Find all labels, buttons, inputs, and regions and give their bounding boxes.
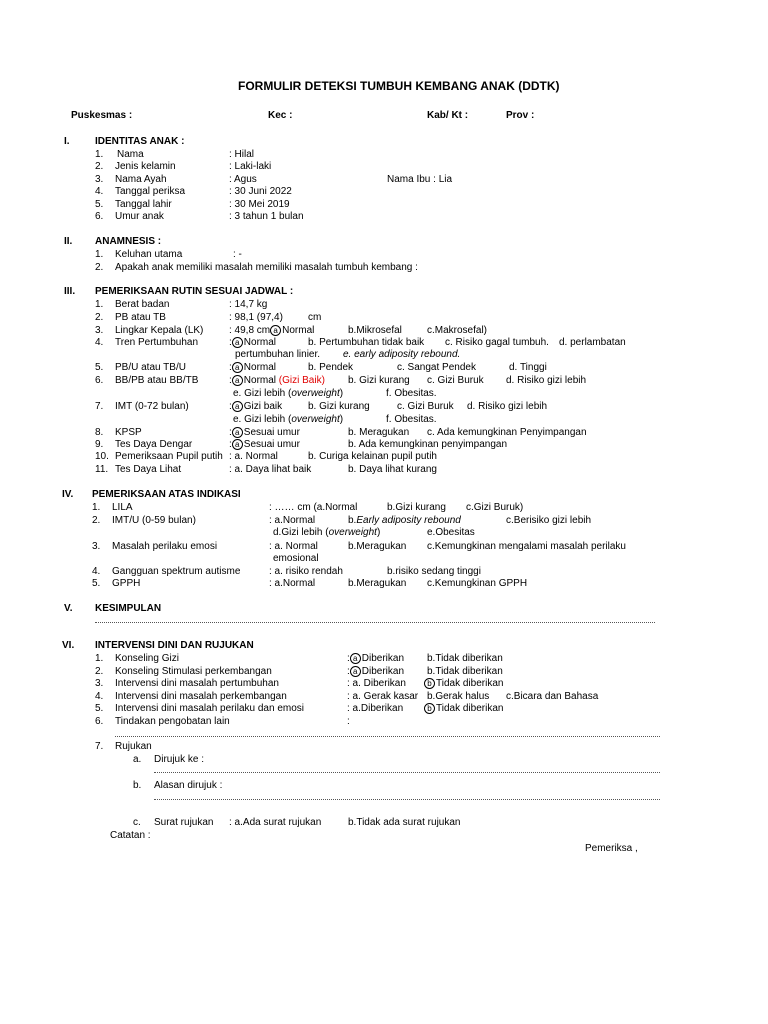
option: f. Obesitas. — [386, 388, 437, 399]
list-number: 7. — [95, 741, 104, 752]
field-label: Gangguan spektrum autisme — [112, 566, 241, 577]
list-number: 8. — [95, 427, 104, 438]
list-number: 2. — [95, 262, 104, 273]
option: b. Meragukan — [348, 427, 410, 438]
section-1-heading: IDENTITAS ANAK : — [95, 136, 185, 147]
section-3-number: III. — [64, 286, 76, 297]
field-label: Nama Ayah — [115, 174, 167, 185]
option: : a.Ada surat rujukan — [229, 817, 322, 828]
list-number: 4. — [95, 691, 104, 702]
list-number: 3. — [95, 678, 104, 689]
field-label: GPPH — [112, 578, 141, 589]
option: e. Gizi lebih (overweight) — [233, 388, 344, 399]
option: c.Makrosefal) — [427, 325, 488, 336]
field-label: Berat badan — [115, 299, 170, 310]
nama-ibu: Nama Ibu : Lia — [387, 174, 453, 185]
field-label: Rujukan — [115, 741, 152, 752]
option: c.Berisiko gizi lebih — [506, 515, 592, 526]
list-number: 6. — [95, 211, 104, 222]
option: pertumbuhan linier. — [235, 349, 321, 360]
option: : a.Diberikan — [347, 703, 404, 714]
field-colon: : — [347, 716, 350, 727]
field-label: LILA — [112, 502, 133, 513]
option: b.Meragukan — [348, 578, 407, 589]
circled-choice-mark: b — [424, 703, 435, 714]
field-label: Tes Daya Dengar — [115, 439, 193, 450]
field-value: : 3 tahun 1 bulan — [229, 211, 304, 222]
option: b.Meragukan — [348, 541, 407, 552]
option: c. Sangat Pendek — [397, 362, 476, 373]
field-label: Surat rujukan — [154, 817, 214, 828]
field-label: IMT/U (0-59 bulan) — [112, 515, 196, 526]
list-number: 6. — [95, 716, 104, 727]
list-number: 3. — [95, 325, 104, 336]
option-row: : 49,8 cm a Normal — [229, 325, 315, 336]
section-2-number: II. — [64, 236, 73, 247]
option: : a. Gerak kasar — [347, 691, 419, 702]
field-label: PB atau TB — [115, 312, 166, 323]
list-number: 5. — [95, 703, 104, 714]
option: b.Mikrosefal — [348, 325, 402, 336]
circled-choice-mark: a — [350, 666, 361, 677]
field-label: Tes Daya Lihat — [115, 464, 182, 475]
kab-label: Kab/ Kt : — [427, 110, 469, 121]
option: b.Tidak diberikan — [427, 666, 503, 677]
circled-choice-mark: a — [232, 362, 243, 373]
circled-choice-mark: a — [232, 427, 243, 438]
section-3-heading: PEMERIKSAAN RUTIN SESUAI JADWAL : — [95, 286, 294, 297]
list-number: 1. — [95, 149, 104, 160]
option: : a. Daya lihat baik — [229, 464, 312, 475]
section-6-heading: INTERVENSI DINI DAN RUJUKAN — [95, 640, 254, 651]
form-title: FORMULIR DETEKSI TUMBUH KEMBANG ANAK (DDTK) — [238, 79, 560, 93]
field-label: Intervensi dini masalah perilaku dan emosi — [115, 703, 304, 714]
field-label: Umur anak — [115, 211, 164, 222]
field-label: Intervensi dini masalah perkembangan — [115, 691, 287, 702]
option: : a. Diberikan — [347, 678, 406, 689]
field-label: Pemeriksaan Pupil putih — [115, 451, 223, 462]
field-label: Tindakan pengobatan lain — [115, 716, 230, 727]
field-label: Jenis kelamin — [115, 161, 176, 172]
option: b.Tidak ada surat rujukan — [348, 817, 461, 828]
circled-choice-mark: b — [424, 678, 435, 689]
list-number: 7. — [95, 401, 104, 412]
field-label: Tren Pertumbuhan — [115, 337, 199, 348]
field-value: : 14,7 kg — [229, 299, 268, 310]
option: d.Gizi lebih (overweight) — [273, 527, 381, 538]
option: b.risiko sedang tinggi — [387, 566, 481, 577]
circled-choice-mark: a — [270, 325, 281, 336]
field-value: : - — [233, 249, 242, 260]
puskesmas-label: Puskesmas : — [71, 110, 133, 121]
option: b. Gizi kurang — [348, 375, 410, 386]
list-number: 3. — [92, 541, 101, 552]
option: b. Ada kemungkinan penyimpangan — [348, 439, 508, 450]
tindakan-line[interactable] — [115, 736, 660, 737]
option: e. Gizi lebih (overweight) — [233, 414, 344, 425]
section-5-number: V. — [64, 603, 73, 614]
field-label: Tanggal periksa — [115, 186, 186, 197]
option: b.Gizi kurang — [387, 502, 446, 513]
option: c. Ada kemungkinan Penyimpangan — [427, 427, 587, 438]
list-number: 5. — [92, 578, 101, 589]
option: c. Risiko gagal tumbuh. — [445, 337, 549, 348]
field-label: Konseling Gizi — [115, 653, 179, 664]
circled-choice-mark: a — [232, 337, 243, 348]
option-row: : a Normal — [229, 362, 277, 373]
field-value: : Hilal — [229, 149, 255, 160]
list-number: 4. — [92, 566, 101, 577]
list-number: 6. — [95, 375, 104, 386]
option: : a.Normal — [269, 578, 316, 589]
option: : a. risiko rendah — [269, 566, 343, 577]
option: b. Daya lihat kurang — [348, 464, 437, 475]
section-4-number: IV. — [62, 489, 74, 500]
option: d. Risiko gizi lebih — [506, 375, 587, 386]
alasan-line[interactable] — [154, 799, 660, 800]
option: : a.Normal — [269, 515, 316, 526]
list-number: 4. — [95, 337, 104, 348]
field-label: Lingkar Kepala (LK) — [115, 325, 204, 336]
option: b. Pertumbuhan tidak baik — [308, 337, 425, 348]
field-label: Nama — [117, 149, 144, 160]
field-value: : 30 Mei 2019 — [229, 199, 290, 210]
field-label: Dirujuk ke : — [154, 754, 205, 765]
circled-choice-mark: a — [350, 653, 361, 664]
option: b. Curiga kelainan pupil putih — [308, 451, 437, 462]
list-number: 2. — [95, 666, 104, 677]
field-label: Tanggal lahir — [115, 199, 172, 210]
circled-choice-mark: a — [232, 375, 243, 386]
option-row: : a Diberikan — [347, 666, 405, 677]
option: d. perlambatan — [559, 337, 626, 348]
option: d. Risiko gizi lebih — [467, 401, 548, 412]
field-value: : 98,1 (97,4) — [229, 312, 283, 323]
field-label: Alasan dirujuk : — [154, 780, 223, 791]
field-label: Intervensi dini masalah pertumbuhan — [115, 678, 279, 689]
option-row: : a Diberikan — [347, 653, 405, 664]
option: emosional — [273, 553, 319, 564]
option: c.Gizi Buruk) — [466, 502, 524, 513]
field-label: Masalah perilaku emosi — [112, 541, 218, 552]
option: c. Gizi Buruk — [397, 401, 454, 412]
catatan-label: Catatan : — [110, 830, 151, 841]
option: c.Kemungkinan mengalami masalah perilaku — [427, 541, 626, 552]
list-number: 2. — [95, 161, 104, 172]
circled-choice-mark: a — [232, 439, 243, 450]
list-number: 9. — [95, 439, 104, 450]
option-row: b Tidak diberikan — [424, 678, 503, 690]
gizi-baik-note: (Gizi Baik) — [278, 375, 325, 386]
field-label: Keluhan utama — [115, 249, 183, 260]
option-row: : a Normal — [229, 337, 277, 348]
prov-label: Prov : — [506, 110, 535, 121]
option: b. Gizi kurang — [308, 401, 370, 412]
section-6-number: VI. — [62, 640, 75, 651]
list-number: 2. — [92, 515, 101, 526]
list-number: 1. — [95, 299, 104, 310]
option: : a. Normal — [269, 541, 318, 552]
dirujuk-line[interactable] — [154, 772, 660, 773]
circled-choice-mark: a — [232, 401, 243, 412]
kesimpulan-line[interactable] — [95, 622, 655, 623]
pemeriksa-label: Pemeriksa , — [585, 843, 638, 854]
list-number: 2. — [95, 312, 104, 323]
field-label: BB/PB atau BB/TB — [115, 375, 199, 386]
list-letter: c. — [133, 817, 141, 828]
option: b.Tidak diberikan — [427, 653, 503, 664]
option: c. Gizi Buruk — [427, 375, 484, 386]
list-number: 11. — [95, 464, 109, 475]
list-letter: a. — [133, 754, 142, 765]
option-row: : a Gizi baik — [229, 401, 283, 412]
option: f. Obesitas. — [386, 414, 437, 425]
option: c.Bicara dan Bahasa — [506, 691, 599, 702]
list-number: 10. — [95, 451, 109, 462]
option: e.Obesitas — [427, 527, 475, 538]
option: b.Early adiposity rebound — [348, 515, 461, 526]
list-number: 5. — [95, 199, 104, 210]
section-4-heading: PEMERIKSAAN ATAS INDIKASI — [92, 489, 241, 500]
option: c.Kemungkinan GPPH — [427, 578, 528, 589]
field-label: KPSP — [115, 427, 142, 438]
option-row: b Tidak diberikan — [424, 703, 503, 715]
field-label: IMT (0-72 bulan) — [115, 401, 189, 412]
option: e. early adiposity rebound. — [343, 349, 461, 360]
section-1-number: I. — [64, 136, 70, 147]
list-number: 5. — [95, 362, 104, 373]
list-number: 4. — [95, 186, 104, 197]
section-2-heading: ANAMNESIS : — [95, 236, 162, 247]
kec-label: Kec : — [268, 110, 293, 121]
option: b. Pendek — [308, 362, 354, 373]
field-label: Apakah anak memiliki masalah memiliki masalah tumbuh kembang : — [115, 262, 418, 273]
option: : a. Normal — [229, 451, 278, 462]
list-number: 1. — [92, 502, 101, 513]
field-value: : Laki-laki — [229, 161, 272, 172]
option: d. Tinggi — [509, 362, 547, 373]
unit: cm — [308, 312, 322, 323]
option-row: : a Sesuai umur — [229, 439, 300, 450]
list-number: 3. — [95, 174, 104, 185]
option-row: : a Normal (Gizi Baik) — [229, 375, 325, 386]
list-number: 1. — [95, 653, 104, 664]
option-row: : a Sesuai umur — [229, 427, 300, 438]
option: b.Gerak halus — [427, 691, 490, 702]
field-value: : Agus — [229, 174, 257, 185]
field-value: : 30 Juni 2022 — [229, 186, 292, 197]
section-5-heading: KESIMPULAN — [95, 603, 162, 614]
list-number: 1. — [95, 249, 104, 260]
list-letter: b. — [133, 780, 142, 791]
option: : …… cm (a.Normal — [269, 502, 358, 513]
field-label: Konseling Stimulasi perkembangan — [115, 666, 272, 677]
field-label: PB/U atau TB/U — [115, 362, 186, 373]
